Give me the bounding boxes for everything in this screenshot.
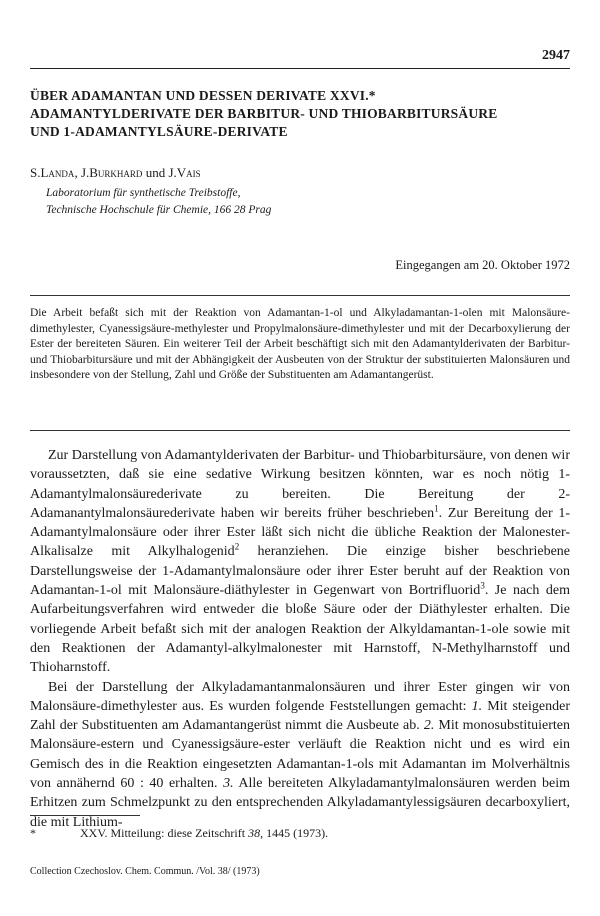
reference-2: 2 bbox=[234, 541, 240, 552]
footnote-text-b: 1445 (1973). bbox=[263, 826, 329, 840]
footnote-mark: * bbox=[30, 826, 36, 840]
finding-number-2: 2. bbox=[423, 718, 435, 734]
title-line-2: ADAMANTYLDERIVATE DER BARBITUR- UND THIOBARBITURSÄURE bbox=[30, 106, 498, 121]
reference-1: 1 bbox=[434, 503, 439, 514]
reference-3: 3 bbox=[480, 580, 485, 591]
author-2-initial: J. bbox=[80, 165, 90, 180]
footnote-volume: 38, bbox=[248, 826, 264, 840]
author-list bbox=[30, 165, 201, 181]
paragraph-1-part-a: Zur Darstellung von Adamantylderivaten der Barbitur- und Thiobarbitursäure, von denen wir voraussetzten, daß sie eine sedative Wirkung besitzen könnten, war es noch nötig 1-Adamantylmalonsäurederivate zu bereiten. Die Bereitung der 2-Adamanantylmalonsäurederivate haben wir bereits früher beschrieben bbox=[30, 448, 570, 521]
abstract: Die Arbeit befaßt sich mit der Reaktion von Adamantan-1-ol und Alkyladamantan-1-olen mit Malonsäure-dimethylester, Cyanessigsäure-methylester und Propylmalonsäure-dimethylester und mit der Decarboxylierung der Ester der bereiteten Säuren. Ein weiterer Teil der Arbeit beschäftigt sich mit den Adamantylderivaten der Barbitur- und Thiobarbitursäure und mit der Abhängigkeit der Ausbeuten von der Struktur der substituierten Malonsäuren und insbesondere von der Stellung, Zahl und Größe der Substituenten am Adamantangerüst. bbox=[30, 307, 570, 381]
finding-number-1: 1. bbox=[471, 698, 483, 714]
author-1-name: Landa bbox=[40, 165, 75, 180]
paragraph-2-part-c: Mit monosubstituierten Malonsäure-estern und Cyanessigsäure-ester verläuft die Reaktion nicht und es wird ein Gemisch des in die Reaktion eingesetzten Adamantan-1-ols mit Adamantan im Molverhältnis von annähernd 60 : 40 erhalten. bbox=[30, 718, 570, 792]
body-text bbox=[30, 446, 570, 832]
header-rule bbox=[30, 68, 570, 69]
abstract-rule-top bbox=[30, 295, 570, 296]
paragraph-2-part-a: Bei der Darstellung der Alkyladamantanmalonsäuren und ihrer Ester gingen wir von Malonsäure-dimethylester aus. Es wurden folgende Feststellungen gemacht: bbox=[30, 679, 570, 714]
finding-number-3: 3. bbox=[223, 776, 234, 792]
paragraph-1-part-d: . Je nach dem Aufarbeitungsverfahren wird entweder die bloße Säure oder der Diäthylester erhalten. Die vorliegende Arbeit befaßt sich mit der analogen Reaktion der Alkyldamantan-1-ole sowie mit den Reaktionen der Adamantyl-alkylmalonester mit Harnstoff, N-Methylharnstoff und Thioharnstoff. bbox=[30, 583, 570, 676]
author-2-name: Burkhard bbox=[89, 165, 143, 180]
author-3-name: Vais bbox=[176, 165, 201, 180]
affiliation-line-1: Laboratorium für synthetische Treibstoffe, bbox=[46, 187, 241, 199]
paragraph-2-part-d: Alle bereiteten Alkyladamantylmalonsäuren werden beim Erhitzen zum Schmelzpunkt zu den entsprechenden Alkyladamantylessigsäuren decarboxyliert, die mit Lithium- bbox=[30, 776, 570, 830]
title-line-1: ÜBER ADAMANTAN UND DESSEN DERIVATE XXVI.* bbox=[30, 88, 376, 103]
footnote-text-a: XXV. Mitteilung: diese Zeitschrift bbox=[80, 826, 249, 840]
paragraph-2 bbox=[30, 678, 570, 832]
title-line-3: UND 1-ADAMANTYLSÄURE-DERIVATE bbox=[30, 124, 288, 139]
affiliation bbox=[46, 185, 271, 219]
affiliation-line-2: Technische Hochschule für Chemie, 166 28 Prag bbox=[46, 204, 272, 216]
author-3-initial: J. bbox=[168, 165, 177, 180]
abstract-rule-bottom bbox=[30, 430, 570, 431]
paragraph-2-part-b: Mit steigender Zahl der Substituenten am Adamantangerüst nimmt die Ausbeute ab. bbox=[30, 698, 571, 734]
paragraph-1-part-b: . Zur Bereitung der 1-Adamantylmalonsäure oder ihrer Ester läßt sich nicht die übliche Reaktion der Malonester-Alkalisalze mit Alkylhalogenid bbox=[30, 505, 571, 560]
article-title bbox=[30, 87, 570, 141]
author-separator: , bbox=[74, 165, 81, 180]
footnote-rule bbox=[30, 815, 140, 816]
paragraph-1 bbox=[30, 446, 570, 678]
author-1-initial: S. bbox=[30, 165, 41, 180]
page-number: 2947 bbox=[542, 48, 570, 63]
received-date: Eingegangen am 20. Oktober 1972 bbox=[395, 258, 570, 272]
journal-citation: Collection Czechoslov. Chem. Commun. /Vol. 38/ (1973) bbox=[30, 866, 260, 877]
paragraph-1-part-c: heranziehen. Die einzige bisher beschriebene Darstellungsweise der 1-Adamantylmalonsäure oder ihrer Ester beruht auf der Reaktion von Adamantan-1-ol mit Malonsäure-diäthylester in Gegenwart von Bortrifluorid bbox=[30, 544, 571, 599]
author-conjunction: und bbox=[142, 165, 169, 180]
footnote bbox=[30, 826, 328, 841]
